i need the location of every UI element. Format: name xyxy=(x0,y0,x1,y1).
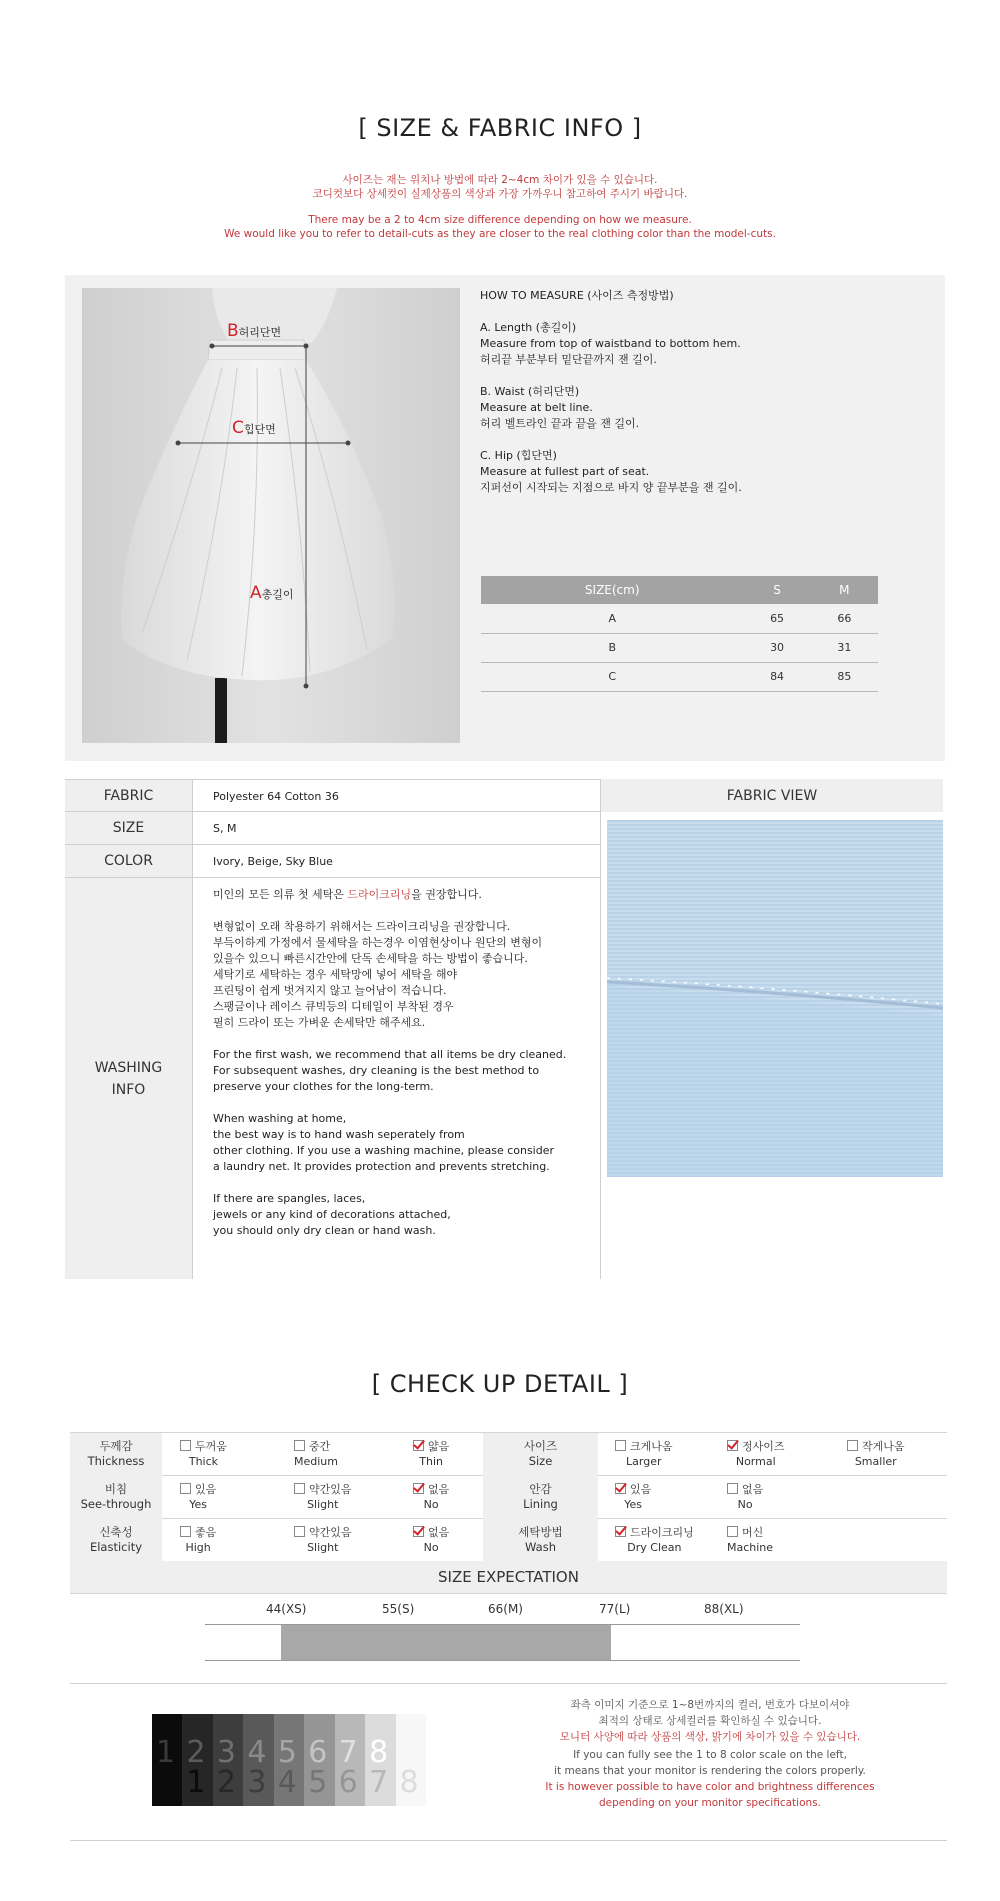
measure-line: Measure from top of waistband to bottom hem. xyxy=(480,337,741,350)
opt-en: Smaller xyxy=(854,1455,897,1468)
scale-number: 6 xyxy=(308,1735,328,1770)
washing-text xyxy=(213,887,600,1239)
wash-line: preserve your clothes for the long-term. xyxy=(213,1080,434,1093)
color-value: Ivory, Beige, Sky Blue xyxy=(213,855,333,868)
checkbox[interactable] xyxy=(180,1440,191,1451)
swatch-4 xyxy=(274,1714,304,1806)
seethrough-en: See-through xyxy=(80,1497,152,1511)
size-col-header: S xyxy=(743,576,810,604)
opt-en: Thick xyxy=(188,1455,219,1468)
opt-no[interactable] xyxy=(413,1525,449,1555)
checkbox-checked[interactable] xyxy=(413,1526,424,1537)
scale-number: 1 xyxy=(156,1735,176,1770)
swatch-7 xyxy=(365,1714,395,1806)
lining-header xyxy=(483,1476,598,1519)
fabric-row xyxy=(65,779,600,812)
size-col-header: SIZE(cm) xyxy=(481,576,743,604)
opt-en: Larger xyxy=(626,1455,662,1468)
scale-number: 7 xyxy=(369,1765,389,1800)
opt-en: Slight xyxy=(307,1498,339,1511)
opt-ko: 정사이즈 xyxy=(742,1440,785,1453)
measure-line xyxy=(480,304,940,320)
label-c-letter: C xyxy=(232,418,244,438)
table-cell: 30 xyxy=(743,633,810,662)
size-fit-ko: 사이즈 xyxy=(523,1439,558,1453)
table-cell: B xyxy=(481,633,743,662)
wash-line: For the first wash, we recommend that all items be dry cleaned. xyxy=(213,1048,567,1061)
label-a-letter: A xyxy=(250,583,262,603)
label-b-text: 허리단면 xyxy=(238,326,282,339)
note-line: 좌측 이미지 기준으로 1~8번까지의 컬러, 번호가 다보이셔야 xyxy=(570,1699,850,1711)
opt-en: No xyxy=(423,1498,439,1511)
scale-number: 3 xyxy=(216,1735,236,1770)
size-table-header xyxy=(481,576,878,604)
opt-en: Dry Clean xyxy=(627,1541,682,1554)
opt-thin[interactable] xyxy=(413,1439,449,1469)
measure-line: HOW TO MEASURE (사이즈 측정방법) xyxy=(480,289,674,302)
wash-ko: 세탁방법 xyxy=(518,1525,563,1539)
opt-ko: 중간 xyxy=(309,1440,331,1453)
measure-line: B. Waist (허리단면) xyxy=(480,385,580,398)
measure-line: Measure at fullest part of seat. xyxy=(480,465,650,478)
wash-line: the best way is to hand wash seperately from xyxy=(213,1128,465,1141)
how-to-measure xyxy=(480,288,940,496)
checkbox-checked[interactable] xyxy=(413,1440,424,1451)
notice-ko-line: 사이즈는 재는 위치나 방법에 따라 2~4cm 차이가 있을 수 있습니다. xyxy=(342,174,658,186)
measure-line: A. Length (총길이) xyxy=(480,321,577,334)
size-notice-en xyxy=(0,213,1000,241)
scale-number: 7 xyxy=(338,1735,358,1770)
note-line-red: 모니터 사양에 따라 상품의 색상, 밝기에 차이가 있을 수 있습니다. xyxy=(559,1731,861,1743)
divider xyxy=(70,1840,947,1841)
opt-high[interactable] xyxy=(180,1525,216,1555)
opt-ko: 있음 xyxy=(630,1483,652,1496)
opt-en: No xyxy=(737,1498,753,1511)
table-cell: C xyxy=(481,662,743,691)
swatch-6 xyxy=(335,1714,365,1806)
wash-line xyxy=(213,1095,600,1111)
size-value: S, M xyxy=(213,822,237,835)
check-row-seethrough-lining xyxy=(70,1476,947,1519)
wash-line: 세탁기로 세탁하는 경우 세탁망에 넣어 세탁을 해야 xyxy=(213,968,458,981)
checkbox-checked[interactable] xyxy=(413,1483,424,1494)
washing-label-line: INFO xyxy=(111,1081,146,1098)
opt-en: High xyxy=(185,1541,211,1554)
note-line: it means that your monitor is rendering the colors properly. xyxy=(554,1765,866,1777)
skirt-measure-diagram xyxy=(82,288,460,743)
measure-line xyxy=(480,368,940,384)
table-cell: 84 xyxy=(743,662,810,691)
swatch-0 xyxy=(152,1714,182,1806)
opt-en: Machine xyxy=(727,1541,774,1554)
wash-line: jewels or any kind of decorations attached, xyxy=(213,1208,451,1221)
size-bar-bottom-line xyxy=(205,1660,800,1661)
wash-line: 부득이하게 가정에서 물세탁을 하는경우 이염현상이나 원단의 변형이 xyxy=(213,936,543,949)
color-scale xyxy=(152,1714,426,1806)
notice-en-line: There may be a 2 to 4cm size difference depending on how we measure. xyxy=(308,214,692,226)
scale-number: 4 xyxy=(277,1765,297,1800)
size-fit-en: Size xyxy=(528,1454,553,1468)
scale-number: 8 xyxy=(399,1765,419,1800)
opt-en: Normal xyxy=(735,1455,776,1468)
scale-number: 8 xyxy=(369,1735,389,1770)
table-cell: 66 xyxy=(811,604,878,633)
lining-en: Lining xyxy=(523,1497,558,1511)
fabric-view-header: FABRIC VIEW xyxy=(600,779,943,812)
elasticity-header xyxy=(70,1519,162,1562)
opt-medium[interactable] xyxy=(294,1439,338,1469)
checkbox-checked[interactable] xyxy=(615,1483,626,1494)
fabric-seam-illustration xyxy=(607,820,943,1177)
swatch-2 xyxy=(213,1714,243,1806)
opt-lining-no[interactable] xyxy=(727,1482,763,1512)
opt-en: Medium xyxy=(294,1455,338,1468)
opt-thick[interactable] xyxy=(180,1439,227,1469)
color-label: COLOR xyxy=(65,845,193,877)
wash-line: you should only dry clean or hand wash. xyxy=(213,1224,436,1237)
note-line: 최적의 상태로 상세컬러를 확인하실 수 있습니다. xyxy=(598,1715,822,1727)
opt-ko: 약간있음 xyxy=(309,1483,352,1496)
size-88: 88(XL) xyxy=(704,1602,744,1616)
wash-line: For subsequent washes, dry cleaning is the best method to xyxy=(213,1064,540,1077)
opt-en: Slight xyxy=(307,1541,339,1554)
label-a xyxy=(250,583,294,603)
label-a-text: 총길이 xyxy=(261,588,294,601)
wash-first-line xyxy=(213,887,600,903)
thickness-ko: 두께감 xyxy=(99,1439,133,1453)
checkbox[interactable] xyxy=(727,1526,738,1537)
checkbox-checked[interactable] xyxy=(615,1526,626,1537)
scale-number: 4 xyxy=(247,1735,267,1770)
swatch-5 xyxy=(304,1714,334,1806)
thickness-header xyxy=(70,1433,162,1476)
note-line-red: It is however possible to have color and brightness differences xyxy=(545,1781,875,1793)
opt-en: Thin xyxy=(419,1455,443,1468)
wash-line: When washing at home, xyxy=(213,1112,347,1125)
notice-en-line: We would like you to refer to detail-cuts as they are closer to the real clothing color than the model-cuts. xyxy=(224,228,776,240)
fabric-label: FABRIC xyxy=(65,780,193,811)
washing-label xyxy=(65,878,193,1279)
table-cell: 65 xyxy=(743,604,810,633)
size-label: SIZE xyxy=(65,812,193,844)
table-row xyxy=(481,662,878,691)
wash-line: 필히 드라이 또는 가벼운 손세탁만 해주세요. xyxy=(213,1016,426,1029)
opt-larger[interactable] xyxy=(615,1439,673,1469)
opt-lining-yes[interactable] xyxy=(615,1482,651,1512)
wash-line: If there are spangles, laces, xyxy=(213,1192,366,1205)
label-b xyxy=(227,321,281,341)
table-row xyxy=(481,604,878,633)
size-77: 77(L) xyxy=(599,1602,631,1616)
opt-ko: 좋음 xyxy=(195,1526,217,1539)
washing-label-line: WASHING xyxy=(94,1059,163,1076)
scale-number: 5 xyxy=(308,1765,328,1800)
opt-en: No xyxy=(423,1541,439,1554)
size-row xyxy=(65,812,600,845)
wash-first-pre: 미인의 모든 의류 첫 세탁은 xyxy=(213,888,348,901)
opt-ko: 두꺼움 xyxy=(195,1440,227,1453)
wash-first-red: 드라이크리닝 xyxy=(347,888,412,901)
table-cell: 85 xyxy=(811,662,878,691)
size-44: 44(XS) xyxy=(266,1602,307,1616)
table-row xyxy=(481,633,878,662)
checkbox[interactable] xyxy=(615,1440,626,1451)
size-66: 66(M) xyxy=(488,1602,523,1616)
opt-dry-clean[interactable] xyxy=(615,1525,694,1555)
elasticity-ko: 신축성 xyxy=(99,1525,133,1539)
opt-no[interactable] xyxy=(413,1482,449,1512)
measure-line: 허리끝 부분부터 밑단끝까지 잰 길이. xyxy=(480,353,657,366)
table-cell: A xyxy=(481,604,743,633)
size-expectation-fill xyxy=(281,1625,611,1660)
wash-line xyxy=(213,903,600,919)
opt-en: Yes xyxy=(189,1498,208,1511)
fabric-info-grid xyxy=(65,779,600,1279)
scale-number: 3 xyxy=(247,1765,267,1800)
opt-ko: 작게나옴 xyxy=(862,1440,905,1453)
size-expectation-header: SIZE EXPECTATION xyxy=(70,1561,947,1594)
wash-line: other clothing. If you use a washing machine, please consider xyxy=(213,1144,555,1157)
washing-row xyxy=(65,878,600,1279)
label-b-letter: B xyxy=(227,321,239,341)
scale-number: 6 xyxy=(338,1765,358,1800)
opt-slight[interactable] xyxy=(294,1482,352,1512)
opt-slight[interactable] xyxy=(294,1525,352,1555)
seethrough-header xyxy=(70,1476,162,1519)
size-fit-header xyxy=(483,1433,598,1476)
lining-ko: 안감 xyxy=(529,1482,552,1496)
wash-line: 프린팅이 쉽게 벗겨지지 않고 늘어남이 적습니다. xyxy=(213,984,447,997)
size-table-wrap xyxy=(481,576,878,692)
label-c xyxy=(232,418,276,438)
size-table xyxy=(481,576,878,692)
opt-ko: 크게나옴 xyxy=(630,1440,673,1453)
wash-line xyxy=(213,1031,600,1047)
checkbox[interactable] xyxy=(294,1440,305,1451)
measure-line: Measure at belt line. xyxy=(480,401,593,414)
swatch-3 xyxy=(243,1714,273,1806)
color-scale-note xyxy=(500,1697,920,1811)
measure-line: C. Hip (힙단면) xyxy=(480,449,557,462)
checkbox[interactable] xyxy=(294,1483,305,1494)
checkbox[interactable] xyxy=(180,1526,191,1537)
opt-ko: 없음 xyxy=(742,1483,764,1496)
size-fabric-title: [ SIZE & FABRIC INFO ] xyxy=(358,114,642,142)
opt-ko: 있음 xyxy=(195,1483,217,1496)
scale-number: 2 xyxy=(216,1765,236,1800)
opt-ko: 없음 xyxy=(428,1526,450,1539)
scale-number: 1 xyxy=(186,1765,206,1800)
measure-line: 허리 벨트라인 끝과 끝을 잰 길이. xyxy=(480,417,640,430)
note-line-red: depending on your monitor specifications. xyxy=(599,1797,821,1809)
checkbox[interactable] xyxy=(727,1483,738,1494)
wash-line: a laundry net. It provides protection and prevents stretching. xyxy=(213,1160,550,1173)
measure-line: 지퍼선이 시작되는 지점으로 바지 양 끝부분을 잰 길이. xyxy=(480,481,742,494)
wash-line: 스팽글이나 레이스 큐빅등의 디테일이 부착된 경우 xyxy=(213,1000,454,1013)
elasticity-en: Elasticity xyxy=(89,1540,143,1554)
size-notice-ko xyxy=(0,173,1000,201)
measure-line xyxy=(480,432,940,448)
opt-en: Yes xyxy=(624,1498,643,1511)
scale-number: 5 xyxy=(277,1735,297,1770)
opt-ko: 없음 xyxy=(428,1483,450,1496)
wash-header xyxy=(483,1519,598,1562)
opt-ko: 머신 xyxy=(742,1526,764,1539)
wash-line: 있을수 있으니 빠른시간안에 단독 손세탁을 하는 방법이 좋습니다. xyxy=(213,952,528,965)
table-cell: 31 xyxy=(811,633,878,662)
opt-ko: 드라이크리닝 xyxy=(630,1526,694,1539)
note-line: If you can fully see the 1 to 8 color scale on the left, xyxy=(573,1749,847,1761)
notice-ko-line: 코디컷보다 상세컷이 실제상품의 색상과 가장 가까우니 참고하여 주시기 바랍니다. xyxy=(312,188,688,200)
opt-ko: 약간있음 xyxy=(309,1526,352,1539)
wash-line xyxy=(213,1175,600,1191)
checkbox-checked[interactable] xyxy=(727,1440,738,1451)
opt-ko: 얇음 xyxy=(428,1440,450,1453)
divider xyxy=(70,1683,947,1684)
check-up-title: [ CHECK UP DETAIL ] xyxy=(371,1370,629,1398)
seethrough-ko: 비침 xyxy=(104,1482,128,1496)
fabric-view-image xyxy=(607,820,943,1177)
color-row xyxy=(65,845,600,878)
size-55: 55(S) xyxy=(382,1602,415,1616)
swatch-1 xyxy=(182,1714,212,1806)
check-row-thickness-size xyxy=(70,1433,947,1476)
opt-yes[interactable] xyxy=(180,1482,216,1512)
checkbox[interactable] xyxy=(847,1440,858,1451)
swatch-8 xyxy=(396,1714,426,1806)
skirt-illustration xyxy=(82,288,460,743)
opt-machine[interactable] xyxy=(727,1525,773,1555)
label-c-text: 힙단면 xyxy=(243,423,276,436)
scale-number: 2 xyxy=(186,1735,206,1770)
fabric-value: Polyester 64 Cotton 36 xyxy=(213,790,339,803)
checkbox[interactable] xyxy=(180,1483,191,1494)
opt-smaller[interactable] xyxy=(847,1439,905,1469)
wash-en: Wash xyxy=(525,1540,556,1554)
checkbox[interactable] xyxy=(294,1526,305,1537)
opt-normal[interactable] xyxy=(727,1439,785,1469)
thickness-en: Thickness xyxy=(87,1454,145,1468)
wash-first-post: 을 권장합니다. xyxy=(411,888,482,901)
check-row-elasticity-wash xyxy=(70,1519,947,1562)
size-col-header: M xyxy=(811,576,878,604)
wash-line: 변형없이 오래 착용하기 위해서는 드라이크리닝을 권장합니다. xyxy=(213,920,511,933)
